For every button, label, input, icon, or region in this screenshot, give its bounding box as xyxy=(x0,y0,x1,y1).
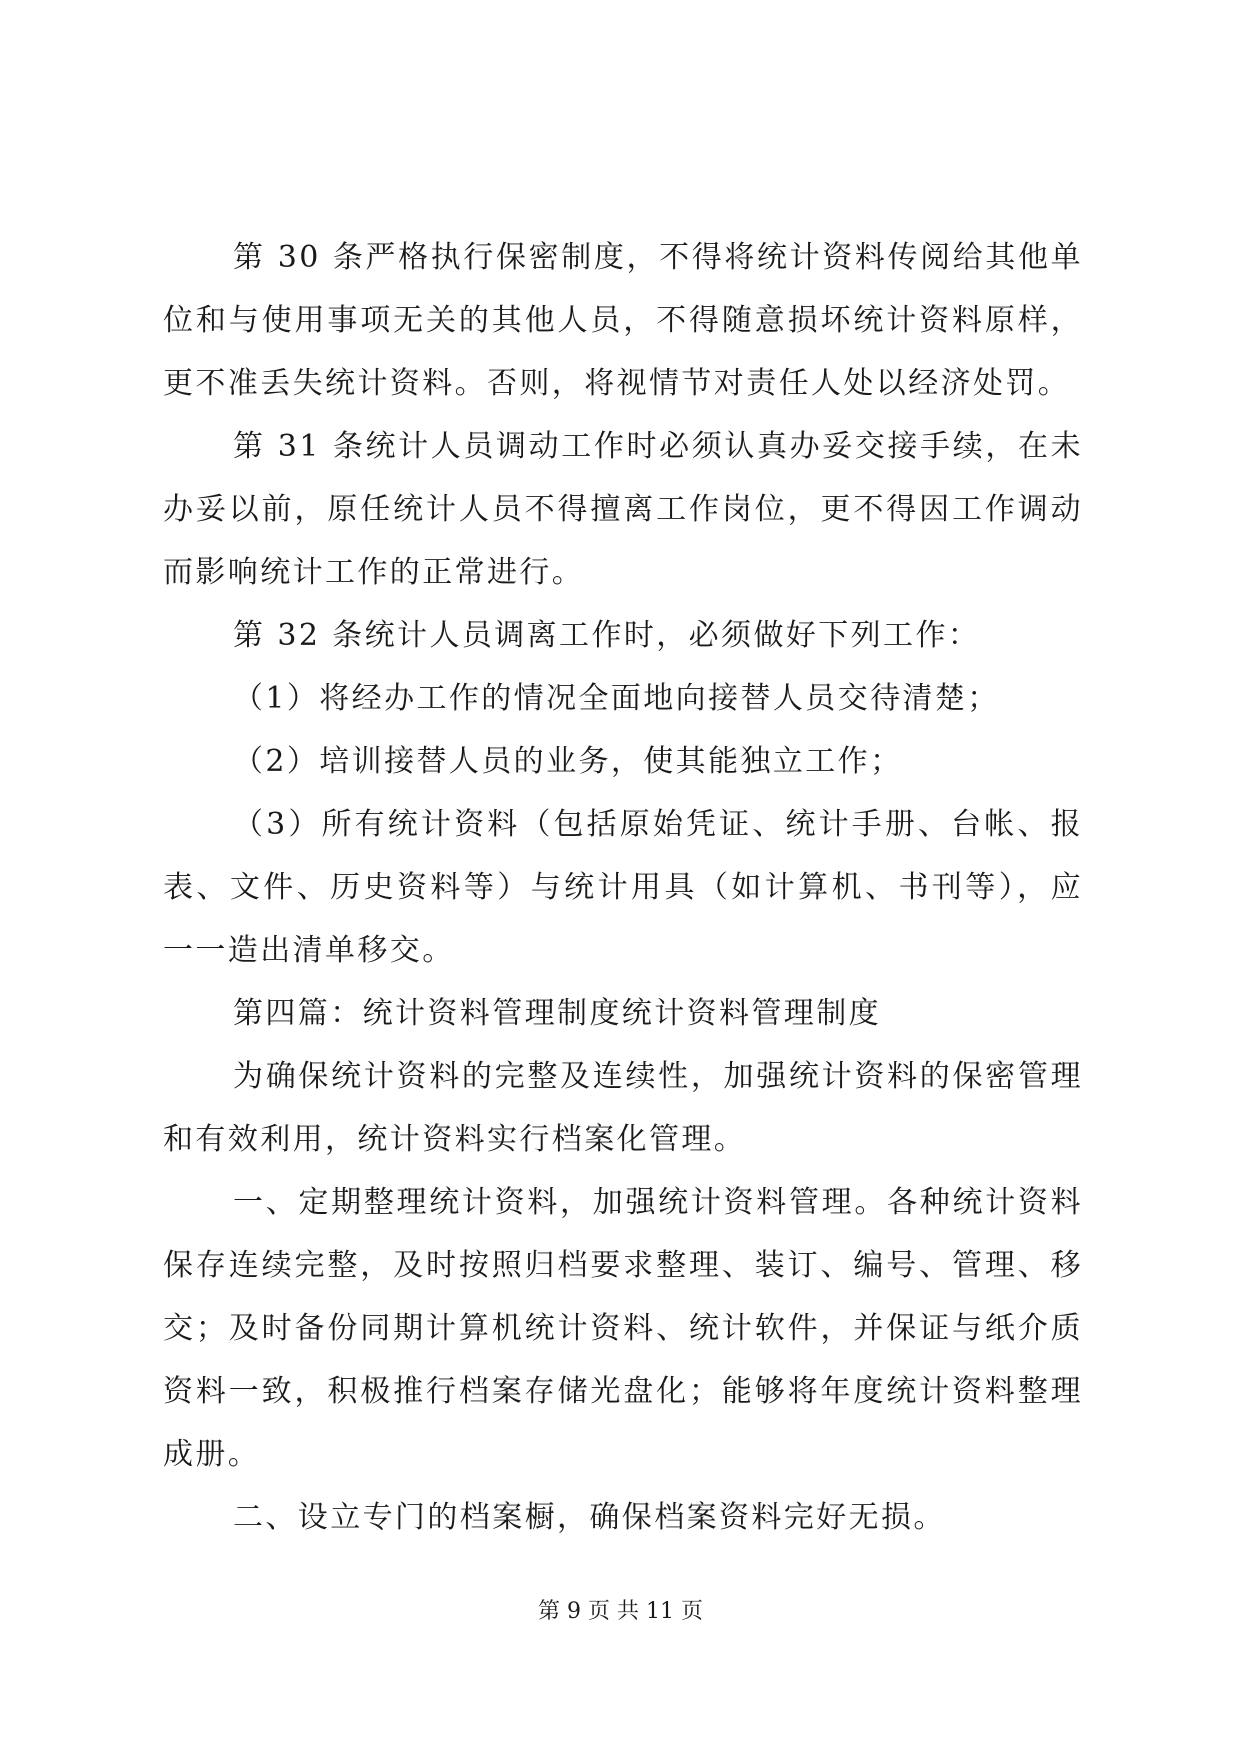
paragraph-article-31: 第 31 条统计人员调动工作时必须认真办妥交接手续，在未办妥以前，原任统计人员不得擅离工作岗位，更不得因工作调动而影响统计工作的正常进行。 xyxy=(163,429,1083,590)
paragraph-intro: 为确保统计资料的完整及连续性，加强统计资料的保密管理和有效利用，统计资料实行档案化管理。 xyxy=(163,1059,1083,1157)
list-item-1: （1）将经办工作的情况全面地向接替人员交待清楚； xyxy=(233,681,1000,716)
page-number-footer: 第 9 页 共 11 页 xyxy=(538,1599,703,1624)
list-item-2: （2）培训接替人员的业务，使其能独立工作； xyxy=(233,744,903,779)
document-body xyxy=(163,226,1083,1549)
paragraph-section-1: 一、定期整理统计资料，加强统计资料管理。各种统计资料保存连续完整，及时按照归档要求整理、装订、编号、管理、移交；及时备份同期计算机统计资料、统计软件，并保证与纸介质资料一致，积极推行档案存储光盘化；能够将年度统计资料整理成册。 xyxy=(163,1185,1083,1472)
paragraph-article-32: 第 32 条统计人员调离工作时，必须做好下列工作： xyxy=(233,618,981,653)
paragraph-article-30: 第 30 条严格执行保密制度，不得将统计资料传阅给其他单位和与使用事项无关的其他人员，不得随意损坏统计资料原样，更不准丢失统计资料。否则，将视情节对责任人处以经济处罚。 xyxy=(163,240,1083,401)
paragraph-section-2: 二、设立专门的档案橱，确保档案资料完好无损。 xyxy=(233,1500,946,1535)
section-heading: 第四篇：统计资料管理制度统计资料管理制度 xyxy=(233,996,881,1031)
list-item-3: （3）所有统计资料（包括原始凭证、统计手册、台帐、报表、文件、历史资料等）与统计用具（如计算机、书刊等），应一一造出清单移交。 xyxy=(163,807,1083,968)
